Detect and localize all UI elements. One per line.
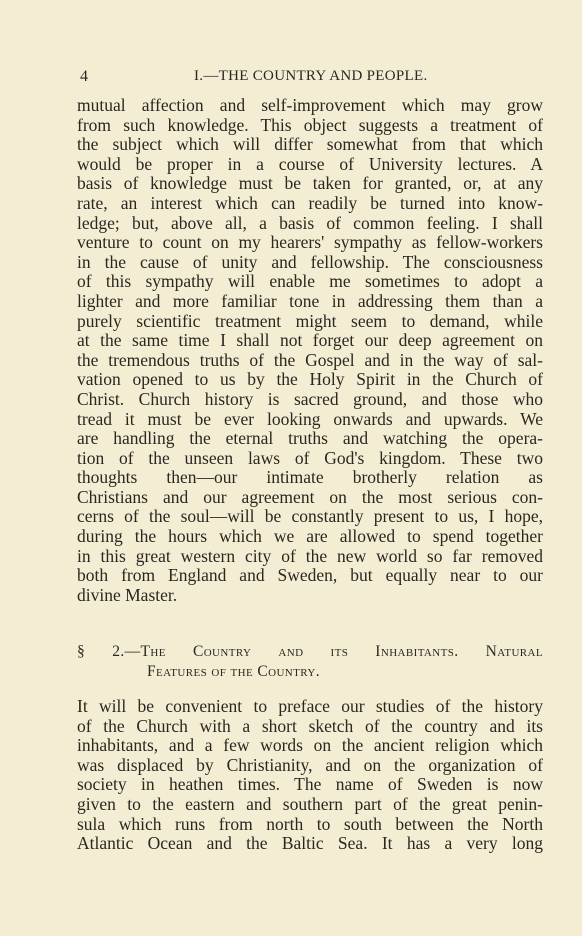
text-line: are handling the eternal truths and watching the opera- xyxy=(77,429,543,449)
text-line: during the hours which we are allowed to spend together xyxy=(77,527,543,547)
text-line: purely scientific treatment might seem to demand, while xyxy=(77,311,543,331)
section-heading-line: § 2.—The Country and its Inhabitants. Natural xyxy=(77,643,543,660)
section-heading-line: Features of the Country. xyxy=(147,663,321,680)
text-line: would be proper in a course of University lectures. A xyxy=(77,154,543,174)
text-line: ledge; but, above all, a basis of common feeling. I shall xyxy=(77,213,543,233)
text-line: basis of knowledge must be taken for granted, or, at any xyxy=(77,174,543,194)
text-line: divine Master. xyxy=(77,585,178,605)
paragraph-2 xyxy=(77,697,543,854)
text-line: Atlantic Ocean and the Baltic Sea. It has a very long xyxy=(77,834,543,854)
text-line: tion of the unseen laws of God's kingdom. These two xyxy=(77,448,543,468)
text-line: Christians and our agreement on the most serious con- xyxy=(77,487,543,507)
text-line: at the same time I shall not forget our deep agreement on xyxy=(77,331,543,351)
text-line: It will be convenient to preface our studies of the history xyxy=(77,697,543,716)
paragraph-1 xyxy=(77,96,543,605)
text-line: in this great western city of the new world so far removed xyxy=(77,546,543,566)
text-line: inhabitants, and a few words on the ancient religion which xyxy=(77,736,543,756)
text-line: society in heathen times. The name of Sweden is now xyxy=(77,775,543,795)
page-number: 4 xyxy=(80,68,89,85)
text-line: Christ. Church history is sacred ground, and those who xyxy=(77,389,543,409)
text-line: vation opened to us by the Holy Spirit in the Church of xyxy=(77,370,543,390)
text-line: from such knowledge. This object suggests a treatment of xyxy=(77,115,543,135)
text-line: mutual affection and self-improvement which may grow xyxy=(77,96,543,115)
text-line: was displaced by Christianity, and on the organization of xyxy=(77,755,543,775)
text-line: venture to count on my hearers' sympathy as fellow-workers xyxy=(77,233,543,253)
running-head xyxy=(76,64,542,88)
text-line: tread it must be ever looking onwards and upwards. We xyxy=(77,409,543,429)
text-line: given to the eastern and southern part of the great penin- xyxy=(77,794,543,814)
text-line: cerns of the soul—will be constantly present to us, I hope, xyxy=(77,507,543,527)
text-line: in the cause of unity and fellowship. The consciousness xyxy=(77,252,543,272)
text-line: both from England and Sweden, but equally near to our xyxy=(77,566,543,586)
text-line: of the Church with a short sketch of the country and its xyxy=(77,716,543,736)
text-line: lighter and more familiar tone in addressing them than a xyxy=(77,291,543,311)
text-line: rate, an interest which can readily be turned into know- xyxy=(77,193,543,213)
text-line: thoughts then—our intimate brotherly relation as xyxy=(77,468,543,488)
text-line: sula which runs from north to south between the North xyxy=(77,814,543,834)
text-line: the subject which will differ somewhat from that which xyxy=(77,135,543,155)
text-line: the tremendous truths of the Gospel and in the way of sal- xyxy=(77,350,543,370)
section-heading xyxy=(77,642,543,682)
text-line: of this sympathy will enable me sometimes to adopt a xyxy=(77,272,543,292)
running-title: I.—THE COUNTRY AND PEOPLE. xyxy=(194,68,428,84)
